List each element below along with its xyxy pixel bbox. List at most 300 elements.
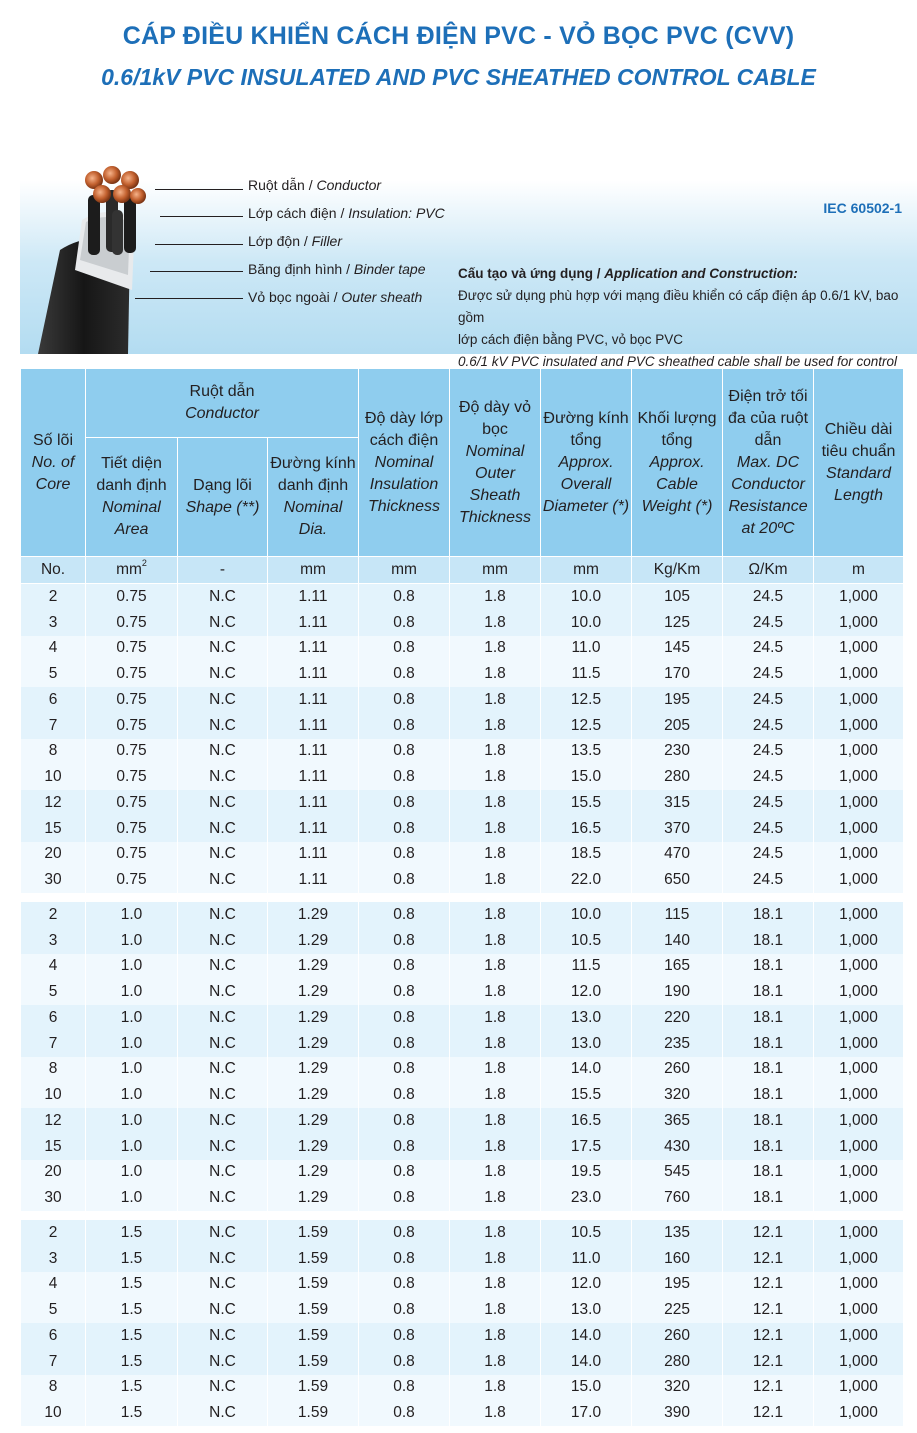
header-overall-diameter: Đường kính tổng Approx. Overall Diameter (*) — [541, 369, 632, 557]
table-cell: 1.8 — [450, 1400, 541, 1426]
table-cell: 1,000 — [814, 928, 904, 954]
table-cell: 5 — [21, 979, 86, 1005]
table-cell: 7 — [21, 1349, 86, 1375]
table-cell: 1,000 — [814, 1375, 904, 1401]
table-cell: 0.8 — [359, 713, 450, 739]
header-shape: Dạng lõi Shape (**) — [178, 438, 268, 557]
table-cell: 1.5 — [86, 1349, 178, 1375]
table-cell: 0.8 — [359, 1057, 450, 1083]
unit-cell: mm — [541, 557, 632, 584]
table-cell: 3 — [21, 928, 86, 954]
table-cell: 1,000 — [814, 636, 904, 662]
table-cell: 30 — [21, 1185, 86, 1211]
table-cell: 0.8 — [359, 1082, 450, 1108]
table-cell: 0.75 — [86, 661, 178, 687]
application-text-en: 0.6/1 kV PVC insulated and PVC sheathed cable shall be used for control — [458, 354, 898, 369]
table-cell: 24.5 — [723, 713, 814, 739]
table-cell: 0.8 — [359, 816, 450, 842]
table-cell: 1.29 — [268, 1082, 359, 1108]
table-cell: N.C — [178, 661, 268, 687]
table-cell: 12.0 — [541, 979, 632, 1005]
header-nominal-area: Tiết diện danh định Nominal Area — [86, 438, 178, 557]
table-cell: 1.0 — [86, 1160, 178, 1186]
table-cell: 14.0 — [541, 1057, 632, 1083]
table-cell: N.C — [178, 1031, 268, 1057]
table-cell: 1.8 — [450, 1297, 541, 1323]
table-cell: 0.8 — [359, 979, 450, 1005]
table-cell: 1.11 — [268, 661, 359, 687]
table-cell: 1.59 — [268, 1272, 359, 1298]
table-cell: 18.1 — [723, 1082, 814, 1108]
table-cell: 6 — [21, 1005, 86, 1031]
label-outer-sheath: Vỏ bọc ngoài / Outer sheath — [248, 289, 423, 305]
table-cell: 1,000 — [814, 610, 904, 636]
table-cell: 1,000 — [814, 764, 904, 790]
table-cell: 1.59 — [268, 1375, 359, 1401]
table-cell: 20 — [21, 1160, 86, 1186]
table-cell: 10.5 — [541, 928, 632, 954]
table-cell: 0.8 — [359, 1272, 450, 1298]
table-cell: 1.29 — [268, 979, 359, 1005]
unit-cell: No. — [21, 557, 86, 584]
table-cell: 1.0 — [86, 1185, 178, 1211]
table-cell: 4 — [21, 1272, 86, 1298]
table-cell: 1.59 — [268, 1246, 359, 1272]
unit-cell: mm — [359, 557, 450, 584]
table-cell: 235 — [632, 1031, 723, 1057]
table-cell: 0.8 — [359, 1220, 450, 1246]
table-cell: N.C — [178, 1349, 268, 1375]
table-cell: 0.75 — [86, 816, 178, 842]
table-cell: 10 — [21, 764, 86, 790]
table-cell: 0.8 — [359, 842, 450, 868]
table-cell: 1,000 — [814, 979, 904, 1005]
table-row — [21, 584, 904, 610]
table-cell: N.C — [178, 1082, 268, 1108]
table-cell: 24.5 — [723, 790, 814, 816]
table-cell: 0.8 — [359, 928, 450, 954]
table-cell: 1.11 — [268, 610, 359, 636]
table-row — [21, 1082, 904, 1108]
table-row — [21, 902, 904, 928]
table-cell: 1,000 — [814, 1031, 904, 1057]
table-cell: 1.0 — [86, 902, 178, 928]
table-cell: 1,000 — [814, 842, 904, 868]
table-cell: 24.5 — [723, 584, 814, 610]
header-cable-weight: Khối lượng tổng Approx. Cable Weight (*) — [632, 369, 723, 557]
table-cell: 16.5 — [541, 1108, 632, 1134]
table-cell: 1.0 — [86, 1108, 178, 1134]
header-conductor: Ruột dẫn Conductor — [86, 369, 359, 438]
table-cell: 3 — [21, 610, 86, 636]
unit-cell: m — [814, 557, 904, 584]
table-cell: 2 — [21, 902, 86, 928]
table-cell: 1.8 — [450, 1375, 541, 1401]
table-cell: 0.75 — [86, 842, 178, 868]
table-cell: 1,000 — [814, 1220, 904, 1246]
table-cell: N.C — [178, 954, 268, 980]
table-cell: 1.5 — [86, 1323, 178, 1349]
unit-cell: Ω/Km — [723, 557, 814, 584]
table-cell: 24.5 — [723, 687, 814, 713]
table-cell: 12.1 — [723, 1349, 814, 1375]
table-cell: N.C — [178, 816, 268, 842]
label-insulation: Lớp cách điện / Insulation: PVC — [248, 205, 445, 221]
table-cell: 7 — [21, 713, 86, 739]
table-row — [21, 610, 904, 636]
standard-badge: IEC 60502-1 — [823, 200, 902, 216]
table-cell: 1.11 — [268, 636, 359, 662]
table-cell: 1.8 — [450, 1246, 541, 1272]
table-cell: 1.8 — [450, 954, 541, 980]
table-cell: 0.75 — [86, 739, 178, 765]
table-cell: N.C — [178, 1323, 268, 1349]
table-cell: N.C — [178, 764, 268, 790]
table-cell: 12.1 — [723, 1323, 814, 1349]
table-cell: 1.5 — [86, 1246, 178, 1272]
table-cell: 650 — [632, 867, 723, 893]
table-cell: 10.5 — [541, 1220, 632, 1246]
table-row — [21, 687, 904, 713]
table-cell: N.C — [178, 842, 268, 868]
table-cell: 1.8 — [450, 1082, 541, 1108]
table-row — [21, 1160, 904, 1186]
table-cell: 10.0 — [541, 610, 632, 636]
table-cell: 1.8 — [450, 1057, 541, 1083]
table-cell: 1.0 — [86, 1134, 178, 1160]
table-cell: 8 — [21, 739, 86, 765]
table-cell: 15.5 — [541, 790, 632, 816]
table-cell: 1,000 — [814, 1108, 904, 1134]
unit-cell: Kg/Km — [632, 557, 723, 584]
table-cell: 22.0 — [541, 867, 632, 893]
table-cell: 0.8 — [359, 1005, 450, 1031]
application-text-vn-2: lớp cách điện bằng PVC, vỏ bọc PVC — [458, 332, 683, 347]
table-cell: 1,000 — [814, 1005, 904, 1031]
table-row — [21, 1108, 904, 1134]
table-cell: 18.1 — [723, 1108, 814, 1134]
table-row — [21, 1297, 904, 1323]
table-cell: 1.11 — [268, 842, 359, 868]
header-nominal-diameter: Đường kính danh định Nominal Dia. — [268, 438, 359, 557]
table-row — [21, 1220, 904, 1246]
table-cell: 12.1 — [723, 1272, 814, 1298]
table-cell: 1,000 — [814, 1272, 904, 1298]
table-cell: 0.8 — [359, 1108, 450, 1134]
table-cell: N.C — [178, 1057, 268, 1083]
table-cell: N.C — [178, 1400, 268, 1426]
table-cell: 1.0 — [86, 1031, 178, 1057]
table-cell: 15.5 — [541, 1082, 632, 1108]
table-cell: 8 — [21, 1375, 86, 1401]
table-cell: 105 — [632, 584, 723, 610]
table-cell: 1.29 — [268, 1134, 359, 1160]
table-cell: 1,000 — [814, 1057, 904, 1083]
table-cell: 1.8 — [450, 1349, 541, 1375]
table-cell: 280 — [632, 1349, 723, 1375]
table-cell: 30 — [21, 867, 86, 893]
table-cell: 1.8 — [450, 1134, 541, 1160]
table-row — [21, 739, 904, 765]
label-conductor: Ruột dẫn / Conductor — [248, 177, 382, 193]
table-cell: N.C — [178, 636, 268, 662]
table-cell: 24.5 — [723, 816, 814, 842]
table-cell: 24.5 — [723, 739, 814, 765]
table-cell: N.C — [178, 1220, 268, 1246]
table-cell: 0.8 — [359, 1134, 450, 1160]
table-cell: 135 — [632, 1220, 723, 1246]
table-cell: 1.59 — [268, 1400, 359, 1426]
group-separator — [21, 1211, 904, 1220]
table-cell: 24.5 — [723, 764, 814, 790]
table-cell: 320 — [632, 1082, 723, 1108]
header-row-1 — [21, 369, 904, 438]
table-cell: 1,000 — [814, 1323, 904, 1349]
table-cell: 19.5 — [541, 1160, 632, 1186]
table-cell: 1.8 — [450, 902, 541, 928]
table-row — [21, 1323, 904, 1349]
table-cell: 0.8 — [359, 764, 450, 790]
table-cell: 145 — [632, 636, 723, 662]
table-cell: 1,000 — [814, 1082, 904, 1108]
table-row — [21, 979, 904, 1005]
table-row — [21, 1400, 904, 1426]
table-cell: 1,000 — [814, 1349, 904, 1375]
table-cell: 545 — [632, 1160, 723, 1186]
table-cell: N.C — [178, 928, 268, 954]
table-cell: 1.29 — [268, 1031, 359, 1057]
table-row — [21, 764, 904, 790]
table-cell: 1.5 — [86, 1297, 178, 1323]
title-vietnamese: CÁP ĐIỀU KHIỂN CÁCH ĐIỆN PVC - VỎ BỌC PVC (CVV) — [122, 22, 795, 50]
table-cell: 0.75 — [86, 610, 178, 636]
table-cell: 12.0 — [541, 1272, 632, 1298]
unit-cell: mm — [450, 557, 541, 584]
table-row — [21, 713, 904, 739]
table-cell: 0.8 — [359, 1400, 450, 1426]
table-cell: 195 — [632, 1272, 723, 1298]
table-cell: 1.8 — [450, 687, 541, 713]
table-cell: 2 — [21, 584, 86, 610]
table-cell: 0.8 — [359, 1349, 450, 1375]
table-cell: 6 — [21, 1323, 86, 1349]
table-cell: 1,000 — [814, 1160, 904, 1186]
table-cell: 1,000 — [814, 954, 904, 980]
table-cell: 1.29 — [268, 1057, 359, 1083]
table-cell: 365 — [632, 1108, 723, 1134]
table-cell: N.C — [178, 1272, 268, 1298]
table-cell: 280 — [632, 764, 723, 790]
table-cell: N.C — [178, 687, 268, 713]
table-cell: 0.8 — [359, 1323, 450, 1349]
table-cell: 1.5 — [86, 1400, 178, 1426]
table-cell: 170 — [632, 661, 723, 687]
table-cell: 1.5 — [86, 1220, 178, 1246]
table-cell: 320 — [632, 1375, 723, 1401]
table-row — [21, 842, 904, 868]
table-cell: 1.5 — [86, 1375, 178, 1401]
table-cell: 195 — [632, 687, 723, 713]
table-row — [21, 1185, 904, 1211]
table-cell: 315 — [632, 790, 723, 816]
table-cell: 15.0 — [541, 1375, 632, 1401]
table-row — [21, 1005, 904, 1031]
application-text-vn-1: Được sử dụng phù hợp với mạng điều khiển có cấp điện áp 0.6/1 kV, bao gồm — [458, 288, 899, 325]
table-cell: 17.5 — [541, 1134, 632, 1160]
table-cell: 1,000 — [814, 1246, 904, 1272]
table-cell: N.C — [178, 1108, 268, 1134]
table-cell: 12.1 — [723, 1375, 814, 1401]
table-cell: 18.1 — [723, 979, 814, 1005]
table-cell: 160 — [632, 1246, 723, 1272]
label-binder-tape: Băng định hình / Binder tape — [248, 261, 426, 277]
table-cell: 1.8 — [450, 1185, 541, 1211]
leader-line — [160, 216, 243, 217]
separator-cell — [21, 893, 904, 902]
table-cell: 10.0 — [541, 902, 632, 928]
table-cell: 17.0 — [541, 1400, 632, 1426]
table-cell: 3 — [21, 1246, 86, 1272]
table-cell: 4 — [21, 636, 86, 662]
table-row — [21, 1349, 904, 1375]
table-cell: N.C — [178, 1246, 268, 1272]
table-cell: 1.11 — [268, 790, 359, 816]
table-cell: 0.8 — [359, 954, 450, 980]
group-separator — [21, 893, 904, 902]
header-insulation-thickness: Độ dày lớp cách điện Nominal Insulation Thickness — [359, 369, 450, 557]
table-cell: N.C — [178, 1375, 268, 1401]
table-cell: 1.8 — [450, 713, 541, 739]
table-cell: N.C — [178, 1005, 268, 1031]
table-cell: N.C — [178, 1297, 268, 1323]
table-cell: 1.8 — [450, 661, 541, 687]
table-cell: 1.11 — [268, 584, 359, 610]
table-cell: 0.8 — [359, 867, 450, 893]
table-cell: 0.8 — [359, 661, 450, 687]
table-cell: 4 — [21, 954, 86, 980]
table-cell: 12 — [21, 1108, 86, 1134]
table-cell: 390 — [632, 1400, 723, 1426]
table-cell: 115 — [632, 902, 723, 928]
table-cell: 7 — [21, 1031, 86, 1057]
table-cell: 230 — [632, 739, 723, 765]
table-cell: 1.59 — [268, 1323, 359, 1349]
table-cell: 12.5 — [541, 687, 632, 713]
table-cell: 220 — [632, 1005, 723, 1031]
table-cell: 10 — [21, 1082, 86, 1108]
table-cell: 24.5 — [723, 867, 814, 893]
table-cell: 23.0 — [541, 1185, 632, 1211]
unit-cell: $mm^2$ — [86, 557, 178, 584]
table-row — [21, 1246, 904, 1272]
table-cell: 1.29 — [268, 1005, 359, 1031]
leader-line — [135, 298, 243, 299]
table-cell: N.C — [178, 979, 268, 1005]
table-cell: 1.8 — [450, 636, 541, 662]
table-row — [21, 1375, 904, 1401]
table-cell: 0.75 — [86, 790, 178, 816]
table-cell: 24.5 — [723, 610, 814, 636]
unit-cell: - — [178, 557, 268, 584]
table-cell: 10.0 — [541, 584, 632, 610]
table-cell: 1.11 — [268, 764, 359, 790]
table-cell: 15 — [21, 816, 86, 842]
table-cell: 0.8 — [359, 687, 450, 713]
table-row — [21, 816, 904, 842]
table-cell: 6 — [21, 687, 86, 713]
table-cell: N.C — [178, 1185, 268, 1211]
table-cell: 370 — [632, 816, 723, 842]
specification-table — [20, 368, 904, 1426]
header-core: Số lõi No. of Core — [21, 369, 86, 557]
table-cell: N.C — [178, 713, 268, 739]
table-cell: 1.59 — [268, 1220, 359, 1246]
table-cell: 18.1 — [723, 1031, 814, 1057]
table-cell: 14.0 — [541, 1323, 632, 1349]
table-cell: 1.11 — [268, 739, 359, 765]
table-cell: 24.5 — [723, 842, 814, 868]
table-cell: 760 — [632, 1185, 723, 1211]
table-cell: N.C — [178, 902, 268, 928]
table-cell: 12.1 — [723, 1246, 814, 1272]
table-cell: 1.29 — [268, 1185, 359, 1211]
table-cell: 0.8 — [359, 1246, 450, 1272]
table-cell: 0.75 — [86, 867, 178, 893]
cable-cross-section-icon — [20, 150, 230, 354]
table-cell: 0.8 — [359, 902, 450, 928]
leader-line — [155, 244, 243, 245]
table-cell: 24.5 — [723, 636, 814, 662]
table-cell: 0.8 — [359, 610, 450, 636]
table-cell: 18.1 — [723, 954, 814, 980]
table-cell: 1.8 — [450, 1160, 541, 1186]
table-cell: 1.8 — [450, 790, 541, 816]
leader-line — [150, 271, 243, 272]
table-cell: 225 — [632, 1297, 723, 1323]
leader-line — [155, 189, 243, 190]
separator-cell — [21, 1211, 904, 1220]
table-cell: 1.11 — [268, 713, 359, 739]
table-row — [21, 1134, 904, 1160]
table-cell: 1,000 — [814, 584, 904, 610]
table-cell: 0.8 — [359, 1031, 450, 1057]
table-cell: 1.8 — [450, 1005, 541, 1031]
table-cell: 1,000 — [814, 687, 904, 713]
table-cell: 0.75 — [86, 584, 178, 610]
table-cell: 0.8 — [359, 1375, 450, 1401]
table-cell: 1.8 — [450, 1323, 541, 1349]
table-cell: 18.1 — [723, 1057, 814, 1083]
table-cell: N.C — [178, 790, 268, 816]
table-cell: 13.0 — [541, 1031, 632, 1057]
table-cell: 1.0 — [86, 979, 178, 1005]
table-cell: 1.0 — [86, 1082, 178, 1108]
table-cell: 260 — [632, 1323, 723, 1349]
table-cell: 1,000 — [814, 816, 904, 842]
header-resistance: Điện trở tối đa của ruột dẫn Max. DC Conductor Resistance at 20ºC — [723, 369, 814, 557]
table-cell: 10 — [21, 1400, 86, 1426]
table-cell: N.C — [178, 1160, 268, 1186]
table-cell: 12.1 — [723, 1297, 814, 1323]
table-row — [21, 928, 904, 954]
table-cell: 430 — [632, 1134, 723, 1160]
table-row — [21, 636, 904, 662]
table-cell: 1,000 — [814, 739, 904, 765]
application-heading: Cấu tạo và ứng dụng / Application and Construction: — [458, 266, 798, 281]
table-cell: 0.8 — [359, 1297, 450, 1323]
table-cell: 11.5 — [541, 954, 632, 980]
table-cell: N.C — [178, 610, 268, 636]
